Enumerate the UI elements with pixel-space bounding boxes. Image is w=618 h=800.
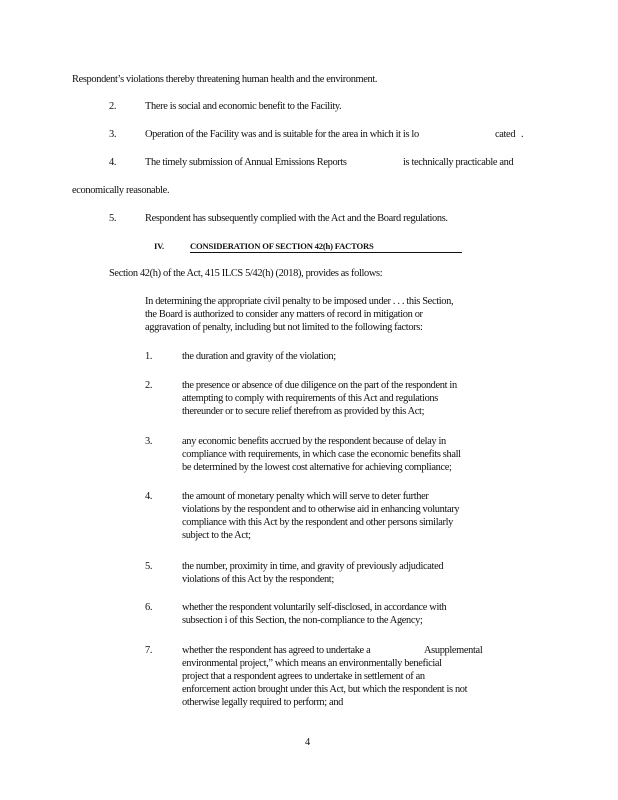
- factor-line: subsection i of this Section, the non-compliance to the Agency;: [182, 615, 423, 626]
- finding-2-text: There is social and economic benefit to the Facility.: [145, 101, 342, 112]
- factor-line-first-tail: Asupplemental: [424, 645, 483, 656]
- factor-line: any economic benefits accrued by the respondent because of delay in: [182, 436, 446, 447]
- finding-3-tail: cated: [495, 129, 516, 140]
- factor-line: project that a respondent agrees to undertake in settlement of an: [182, 671, 425, 682]
- finding-4-text: The timely submission of Annual Emissions Reports: [145, 157, 347, 168]
- factor-line: enforcement action brought under this Act, but which the respondent is not: [182, 684, 468, 695]
- page-number: 4: [305, 737, 310, 748]
- factor-line: the presence or absence of due diligence on the part of the respondent in: [182, 380, 457, 391]
- factor-line: be determined by the lowest cost alternative for achieving compliance;: [182, 462, 452, 473]
- finding-3-text: Operation of the Facility was and is suitable for the area in which it is lo: [145, 129, 419, 140]
- factor-number: 7.: [145, 645, 153, 656]
- finding-5-text: Respondent has subsequently complied with the Act and the Board regulations.: [145, 213, 448, 224]
- factor-number: 3.: [145, 436, 153, 447]
- section-number: IV.: [154, 241, 164, 251]
- factor-number: 6.: [145, 602, 153, 613]
- factor-number: 5.: [145, 561, 153, 572]
- finding-3-tail-end: .: [521, 129, 524, 140]
- finding-4-continuation: economically reasonable.: [72, 185, 170, 196]
- section-title: CONSIDERATION OF SECTION 42(h) FACTORS: [190, 241, 374, 251]
- section-intro: Section 42(h) of the Act, 415 ILCS 5/42(h) (2018), provides as follows:: [109, 268, 383, 279]
- factor-line: environmental project,” which means an environmentally beneficial: [182, 658, 442, 669]
- factor-number: 1.: [145, 351, 153, 362]
- finding-3-number: 3.: [109, 129, 117, 140]
- factor-number: 2.: [145, 380, 153, 391]
- intro-line: Respondent’s violations thereby threatening human health and the environment.: [72, 74, 378, 85]
- factor-line: the number, proximity in time, and gravity of previously adjudicated: [182, 561, 444, 572]
- quote-intro-line: In determining the appropriate civil penalty to be imposed under . . . this Section,: [145, 296, 454, 307]
- factor-line: violations by the respondent and to otherwise aid in enhancing voluntary: [182, 504, 460, 515]
- factor-line: compliance with this Act by the respondent and other persons similarly: [182, 517, 453, 528]
- factor-line: the duration and gravity of the violation;: [182, 351, 336, 362]
- finding-5-number: 5.: [109, 213, 117, 224]
- factor-line: violations of this Act by the respondent;: [182, 574, 334, 585]
- quote-intro-line: aggravation of penalty, including but not limited to the following factors:: [145, 322, 423, 333]
- factor-line: attempting to comply with requirements of this Act and regulations: [182, 393, 438, 404]
- finding-4-tail: is technically practicable and: [403, 157, 514, 168]
- finding-4-number: 4.: [109, 157, 117, 168]
- factor-line: subject to the Act;: [182, 530, 251, 541]
- factor-number: 4.: [145, 491, 153, 502]
- factor-line: the amount of monetary penalty which will serve to deter further: [182, 491, 429, 502]
- factor-line: compliance with requirements, in which case the economic benefits shall: [182, 449, 461, 460]
- factor-line: whether the respondent voluntarily self-disclosed, in accordance with: [182, 602, 447, 613]
- factor-line: thereunder or to secure relief therefrom as provided by this Act;: [182, 406, 425, 417]
- quote-intro-line: the Board is authorized to consider any matters of record in mitigation or: [145, 309, 423, 320]
- section-title-underline: [190, 252, 462, 253]
- factor-line-first: whether the respondent has agreed to undertake a: [182, 645, 371, 656]
- factor-line: otherwise legally required to perform; and: [182, 697, 344, 708]
- finding-2-number: 2.: [109, 101, 117, 112]
